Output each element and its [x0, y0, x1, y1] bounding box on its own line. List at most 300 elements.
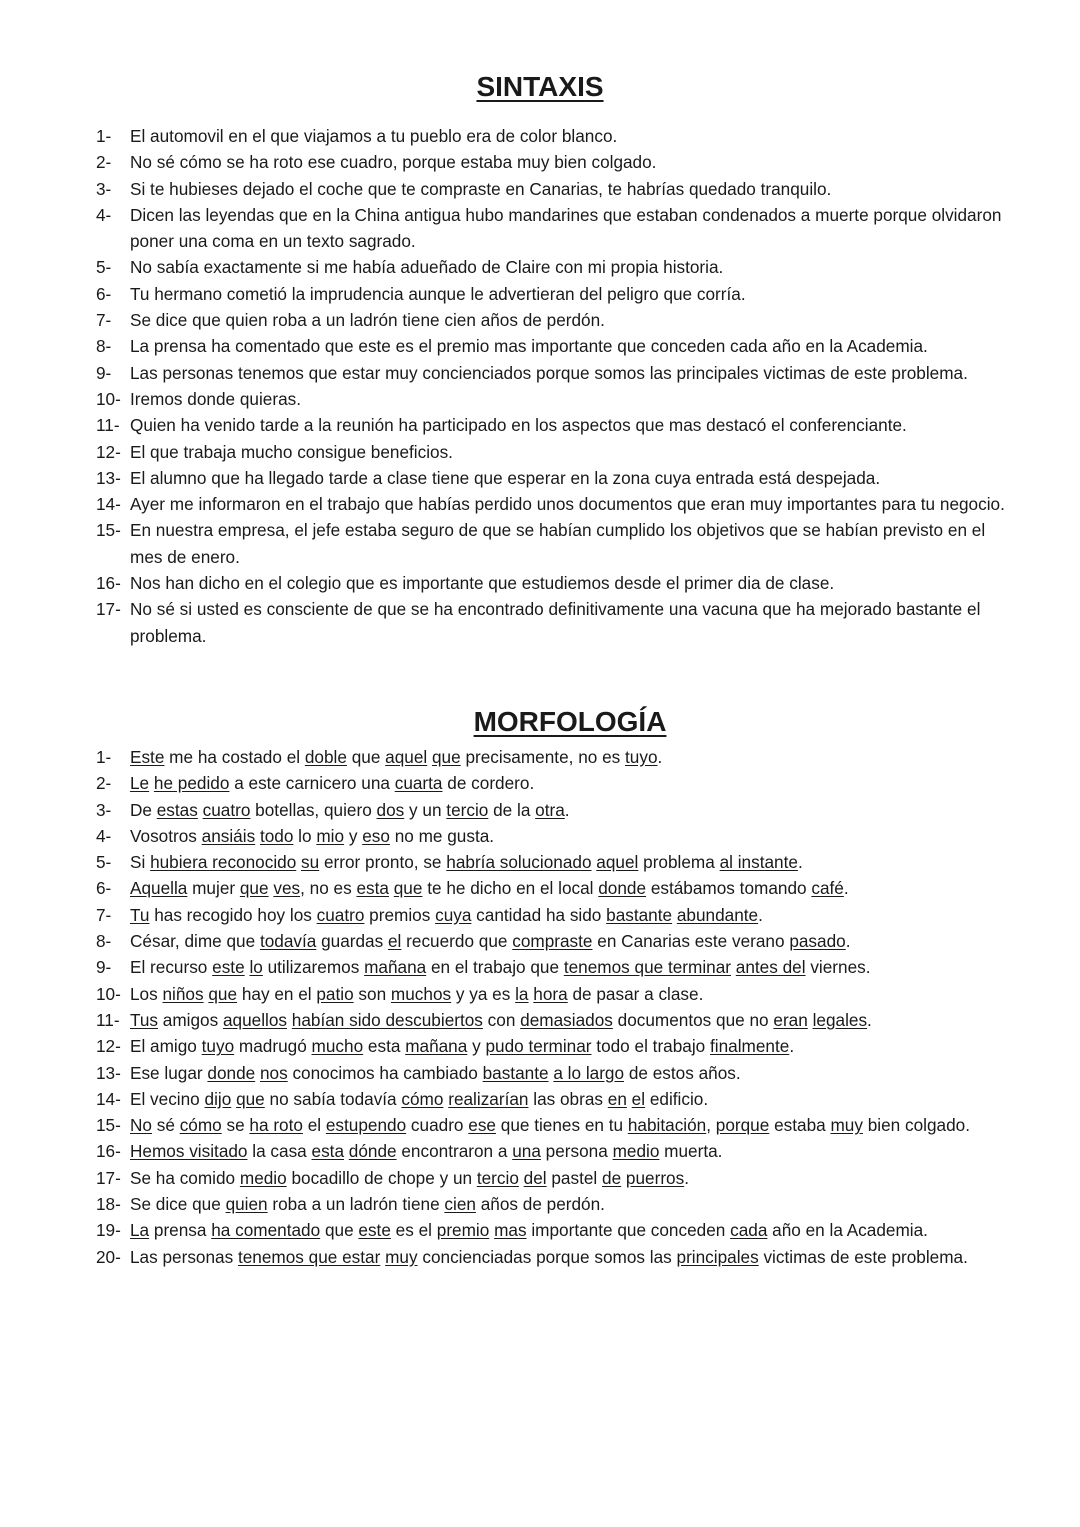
- underlined-word: pasado: [789, 931, 846, 952]
- item-text: [130, 281, 1020, 307]
- list-item: [96, 596, 1020, 649]
- underlined-word: todo: [259, 825, 294, 846]
- text-segment: , no es: [300, 878, 357, 899]
- underlined-word: otra: [535, 799, 565, 820]
- item-number: 6-: [96, 283, 112, 304]
- text-segment: ,: [706, 1115, 716, 1136]
- text-segment: que: [320, 1220, 359, 1241]
- text-segment: De: [130, 799, 157, 820]
- list-item: [96, 1165, 1020, 1191]
- list-item: [96, 176, 1020, 202]
- text-segment: El automovil en el que viajamos a tu pueblo era de color blanco.: [130, 126, 618, 146]
- list-item: [96, 465, 1020, 491]
- item-text: [130, 149, 1020, 175]
- underlined-word: antes del: [735, 957, 806, 978]
- text-segment: Las personas tenemos que estar muy concienciados porque somos las principales victimas de este problema.: [130, 362, 968, 383]
- item-text: [130, 1060, 1020, 1086]
- text-segment: .: [789, 1036, 795, 1057]
- underlined-word: que: [393, 878, 423, 899]
- text-segment: la casa: [247, 1141, 312, 1162]
- underlined-word: esta: [356, 878, 389, 899]
- item-number: 6-: [96, 878, 112, 899]
- item-number: 4-: [96, 825, 112, 846]
- underlined-word: cien: [444, 1194, 476, 1215]
- underlined-word: mio: [316, 825, 345, 846]
- underlined-word: lo: [249, 957, 263, 978]
- text-segment: madrugó: [234, 1036, 312, 1057]
- text-segment: estábamos tomando: [646, 878, 812, 899]
- underlined-word: aquellos: [222, 1009, 288, 1030]
- underlined-word: al instante: [719, 852, 798, 873]
- text-segment: has recogido hoy los: [149, 904, 317, 925]
- underlined-word: todavía: [259, 931, 317, 952]
- text-segment: Se ha comido: [130, 1167, 240, 1188]
- underlined-word: estupendo: [325, 1115, 407, 1136]
- underlined-word: tenemos que estar: [237, 1246, 381, 1267]
- text-segment: utilizaremos: [262, 957, 365, 978]
- text-segment: te he dicho en el local: [422, 878, 599, 899]
- list-item: [96, 981, 1020, 1007]
- underlined-word: cuatro: [202, 799, 251, 820]
- underlined-word: mucho: [311, 1036, 364, 1057]
- section-title-morfologia: MORFOLOGÍA: [473, 706, 667, 737]
- item-number: 13-: [96, 467, 121, 488]
- underlined-word: ha roto: [249, 1115, 303, 1136]
- item-number: 16-: [96, 1141, 121, 1162]
- text-segment: se: [221, 1115, 250, 1136]
- list-item: [96, 744, 1020, 770]
- item-number: 1-: [96, 747, 112, 767]
- item-number: 3-: [96, 799, 112, 820]
- text-segment: a este carnicero una: [229, 773, 395, 794]
- item-text: [130, 849, 1020, 875]
- item-number: 7-: [96, 310, 112, 331]
- text-segment: Iremos donde quieras.: [130, 388, 302, 409]
- underlined-word: esta: [311, 1141, 345, 1162]
- item-number: 5-: [96, 852, 112, 873]
- underlined-word: Tu: [130, 904, 150, 925]
- text-segment: con: [482, 1009, 521, 1030]
- text-segment: El que trabaja mucho consigue beneficios.: [130, 441, 453, 462]
- text-segment: Se dice que quien roba a un ladrón tiene cien años de perdón.: [130, 310, 605, 331]
- underlined-word: hubiera reconocido: [150, 852, 297, 873]
- underlined-word: porque: [715, 1115, 770, 1136]
- item-number: 15-: [96, 520, 121, 541]
- underlined-word: cómo: [401, 1088, 444, 1109]
- item-text: [130, 491, 1020, 517]
- list-item: [96, 1112, 1020, 1138]
- underlined-word: este: [212, 957, 245, 978]
- underlined-word: puerros: [625, 1167, 685, 1188]
- underlined-word: La: [130, 1220, 150, 1241]
- text-segment: .: [564, 799, 570, 820]
- list-item: [96, 254, 1020, 280]
- text-segment: en Canarias este verano: [592, 931, 790, 952]
- list-item: [96, 1217, 1020, 1243]
- text-segment: en el trabajo que: [426, 957, 564, 978]
- underlined-word: la: [515, 983, 529, 1004]
- list-item: [96, 1060, 1020, 1086]
- underlined-word: mañana: [364, 957, 427, 978]
- item-number: 4-: [96, 204, 112, 225]
- underlined-word: Hemos visitado: [130, 1141, 248, 1162]
- text-segment: No sé si usted es consciente de que se ha encontrado definitivamente una vacuna que ha mejorado bastante el problema.: [130, 599, 981, 646]
- text-segment: El amigo: [130, 1036, 202, 1057]
- list-item: [96, 1191, 1020, 1217]
- underlined-word: que: [239, 878, 269, 899]
- list-item: [96, 570, 1020, 596]
- text-segment: y: [467, 1036, 486, 1057]
- underlined-word: que: [208, 983, 238, 1004]
- underlined-word: eran: [773, 1009, 808, 1030]
- text-segment: que: [346, 747, 386, 767]
- item-text: [130, 1244, 1020, 1270]
- item-number: 12-: [96, 441, 121, 462]
- list-item: [96, 307, 1020, 333]
- underlined-word: premio: [436, 1220, 490, 1241]
- underlined-word: tuyo: [625, 747, 658, 767]
- item-number: 11-: [96, 415, 120, 436]
- item-text: [130, 202, 1020, 255]
- text-segment: .: [758, 904, 763, 925]
- item-text: [130, 176, 1020, 202]
- text-segment: es el: [390, 1220, 437, 1241]
- text-segment: Nos han dicho en el colegio que es importante que estudiemos desde el primer dia de clase.: [130, 573, 835, 594]
- item-text: [130, 412, 1020, 438]
- underlined-word: eso: [362, 825, 390, 846]
- underlined-word: este: [358, 1220, 391, 1241]
- underlined-word: que: [236, 1088, 265, 1109]
- text-segment: son: [353, 983, 391, 1004]
- underlined-word: legales: [812, 1009, 868, 1030]
- text-segment: y un: [404, 799, 447, 820]
- item-number: 14-: [96, 494, 121, 515]
- text-segment: El alumno que ha llegado tarde a clase tiene que esperar en la zona cuya entrada está despejada.: [130, 467, 881, 488]
- text-segment: de cordero.: [442, 773, 535, 794]
- item-text: [130, 744, 1020, 770]
- item-text: [130, 1033, 1020, 1059]
- list-item: [96, 849, 1020, 875]
- text-segment: El recurso: [130, 957, 213, 978]
- list-item: [96, 928, 1020, 954]
- underlined-word: donde: [598, 878, 647, 899]
- text-segment: las obras: [528, 1088, 608, 1109]
- item-text: [130, 1086, 1020, 1112]
- item-number: 5-: [96, 257, 112, 278]
- underlined-word: cuarta: [394, 773, 443, 794]
- text-segment: No sabía exactamente si me había adueñado de Claire con mi propia historia.: [130, 257, 724, 278]
- item-number: 13-: [96, 1062, 121, 1083]
- text-segment: años de perdón.: [475, 1194, 605, 1215]
- item-number: 20-: [96, 1246, 121, 1267]
- list-item: [96, 1138, 1020, 1164]
- item-text: [130, 823, 1020, 849]
- text-segment: de pasar a clase.: [567, 983, 704, 1004]
- item-text: [130, 1217, 1020, 1243]
- text-segment: Tu hermano cometió la imprudencia aunque le advertieran del peligro que corría.: [130, 283, 746, 304]
- underlined-word: nos: [259, 1062, 288, 1083]
- text-segment: premios: [364, 904, 436, 925]
- text-segment: Ayer me informaron en el trabajo que habías perdido unos documentos que eran muy importantes para tu negocio.: [130, 494, 1005, 515]
- underlined-word: pudo terminar: [485, 1036, 592, 1057]
- text-segment: cuadro: [406, 1115, 469, 1136]
- underlined-word: tercio: [446, 799, 489, 820]
- list-item: [96, 439, 1020, 465]
- underlined-word: ese: [468, 1115, 496, 1136]
- text-segment: Vosotros: [130, 825, 202, 846]
- underlined-word: café: [811, 878, 844, 899]
- underlined-word: Le: [130, 773, 150, 794]
- item-number: 17-: [96, 1167, 121, 1188]
- item-text: [130, 1165, 1020, 1191]
- text-segment: precisamente, no es: [460, 747, 626, 767]
- text-segment: guardas: [316, 931, 388, 952]
- text-segment: Las personas: [130, 1246, 238, 1267]
- underlined-word: donde: [207, 1062, 256, 1083]
- text-segment: roba a un ladrón tiene: [267, 1194, 445, 1215]
- text-segment: bocadillo de chope y un: [286, 1167, 477, 1188]
- item-number: 17-: [96, 599, 121, 620]
- text-segment: Si te hubieses dejado el coche que te compraste en Canarias, te habrías quedado tranquilo.: [130, 178, 832, 199]
- text-segment: año en la Academia.: [767, 1220, 928, 1241]
- underlined-word: habitación: [627, 1115, 707, 1136]
- underlined-word: tuyo: [201, 1036, 235, 1057]
- list-item: [96, 281, 1020, 307]
- underlined-word: demasiados: [520, 1009, 613, 1030]
- text-segment: persona: [540, 1141, 613, 1162]
- item-text: [130, 770, 1020, 796]
- text-segment: concienciadas porque somos las: [417, 1246, 677, 1267]
- list-item: [96, 386, 1020, 412]
- underlined-word: muchos: [390, 983, 452, 1004]
- underlined-word: Este: [130, 747, 165, 767]
- item-number: 3-: [96, 178, 112, 199]
- item-text: [130, 254, 1020, 280]
- underlined-word: de: [602, 1167, 622, 1188]
- item-number: 2-: [96, 773, 112, 794]
- text-segment: edificio.: [645, 1088, 709, 1109]
- text-segment: de la: [488, 799, 536, 820]
- list-item: [96, 1244, 1020, 1270]
- item-text: [130, 981, 1020, 1007]
- list-item: [96, 1033, 1020, 1059]
- item-number: 2-: [96, 152, 112, 173]
- underlined-word: su: [301, 852, 320, 873]
- text-segment: .: [797, 852, 803, 873]
- text-segment: recuerdo que: [401, 931, 513, 952]
- item-text: [130, 1191, 1020, 1217]
- item-number: 8-: [96, 336, 112, 357]
- underlined-word: el: [631, 1088, 646, 1109]
- underlined-word: patio: [316, 983, 354, 1004]
- item-number: 16-: [96, 573, 121, 594]
- text-segment: La prensa ha comentado que este es el premio mas importante que conceden cada año en la Academia.: [130, 336, 928, 357]
- item-text: [130, 123, 1020, 149]
- text-segment: prensa: [149, 1220, 212, 1241]
- underlined-word: No: [130, 1115, 152, 1136]
- list-item: [96, 823, 1020, 849]
- text-segment: Dicen las leyendas que en la China antigua hubo mandarines que estaban condenados a muerte porque olvidaron poner una coma en un texto sagrado.: [130, 204, 1002, 252]
- underlined-word: hora: [533, 983, 568, 1004]
- text-segment: muerta.: [659, 1141, 723, 1162]
- underlined-word: en: [607, 1088, 627, 1109]
- list-item: [96, 202, 1020, 255]
- item-text: [130, 596, 1020, 649]
- text-segment: que tienes en tu: [495, 1115, 628, 1136]
- text-segment: .: [684, 1167, 689, 1188]
- underlined-word: mañana: [405, 1036, 468, 1057]
- underlined-word: tenemos que terminar: [563, 957, 731, 978]
- text-segment: botellas, quiero: [250, 799, 377, 820]
- underlined-word: cuatro: [316, 904, 365, 925]
- text-segment: .: [657, 747, 663, 767]
- underlined-word: niños: [162, 983, 204, 1004]
- underlined-word: muy: [830, 1115, 863, 1136]
- underlined-word: principales: [676, 1246, 759, 1267]
- list-item: [96, 491, 1020, 517]
- text-segment: sé: [151, 1115, 180, 1136]
- underlined-word: quien: [225, 1194, 268, 1215]
- list-item: [96, 1007, 1020, 1033]
- underlined-word: ansiáis: [201, 825, 256, 846]
- text-segment: pastel: [546, 1167, 603, 1188]
- text-segment: Ese lugar: [130, 1062, 208, 1083]
- text-segment: todo el trabajo: [591, 1036, 710, 1057]
- text-segment: y: [344, 825, 363, 846]
- underlined-word: medio: [612, 1141, 660, 1162]
- underlined-word: del: [523, 1167, 547, 1188]
- underlined-word: medio: [239, 1167, 287, 1188]
- morfologia-list: [96, 744, 1020, 1270]
- text-segment: el: [302, 1115, 326, 1136]
- item-text: [130, 439, 1020, 465]
- text-segment: cantidad ha sido: [471, 904, 607, 925]
- text-segment: importante que conceden: [526, 1220, 731, 1241]
- item-text: [130, 902, 1020, 928]
- text-segment: conocimos ha cambiado: [287, 1062, 483, 1083]
- underlined-word: cada: [730, 1220, 768, 1241]
- item-number: 15-: [96, 1115, 121, 1136]
- underlined-word: habían sido descubiertos: [291, 1009, 483, 1030]
- list-item: [96, 123, 1020, 149]
- underlined-word: aquel: [385, 747, 428, 767]
- item-number: 10-: [96, 388, 121, 409]
- item-text: [130, 928, 1020, 954]
- underlined-word: dónde: [348, 1141, 397, 1162]
- underlined-word: ves: [273, 878, 301, 899]
- text-segment: hay en el: [237, 983, 317, 1004]
- text-segment: En nuestra empresa, el jefe estaba seguro de que se habían cumplido los objetivos que se habían previsto en el mes de enero.: [130, 520, 986, 567]
- text-segment: El vecino: [130, 1088, 205, 1109]
- item-text: [130, 1112, 1020, 1138]
- underlined-word: dijo: [204, 1088, 232, 1109]
- list-item: [96, 517, 1020, 570]
- text-segment: viernes.: [805, 957, 871, 978]
- list-item: [96, 954, 1020, 980]
- text-segment: me ha costado el: [164, 747, 305, 767]
- text-segment: error pronto, se: [319, 852, 447, 873]
- text-segment: y ya es: [451, 983, 516, 1004]
- text-segment: Quien ha venido tarde a la reunión ha participado en los aspectos que mas destacó el conferenciante.: [130, 415, 907, 436]
- underlined-word: el: [388, 931, 402, 952]
- text-segment: mujer: [187, 878, 240, 899]
- item-text: [130, 797, 1020, 823]
- text-segment: Se dice que: [130, 1194, 226, 1215]
- text-segment: problema: [638, 852, 720, 873]
- text-segment: .: [867, 1009, 872, 1030]
- underlined-word: tercio: [476, 1167, 519, 1188]
- underlined-word: dos: [376, 799, 405, 820]
- text-segment: no me gusta.: [389, 825, 495, 846]
- underlined-word: que: [432, 747, 461, 767]
- list-item: [96, 875, 1020, 901]
- text-segment: Los: [130, 983, 163, 1004]
- list-item: [96, 797, 1020, 823]
- underlined-word: he pedido: [153, 773, 230, 794]
- text-segment: encontraron a: [396, 1141, 513, 1162]
- text-segment: estaba: [769, 1115, 831, 1136]
- underlined-word: finalmente: [710, 1036, 790, 1057]
- text-segment: Si: [130, 852, 151, 873]
- item-text: [130, 360, 1020, 386]
- underlined-word: doble: [304, 747, 347, 767]
- text-segment: lo: [293, 825, 317, 846]
- underlined-word: ha comentado: [211, 1220, 321, 1241]
- item-number: 7-: [96, 904, 112, 925]
- list-item: [96, 149, 1020, 175]
- item-number: 8-: [96, 931, 112, 952]
- item-text: [130, 517, 1020, 570]
- list-item: [96, 902, 1020, 928]
- section-title-sintaxis: SINTAXIS: [476, 71, 604, 102]
- underlined-word: cuya: [435, 904, 472, 925]
- item-number: 9-: [96, 362, 112, 383]
- list-item: [96, 333, 1020, 359]
- text-segment: no sabía todavía: [264, 1088, 402, 1109]
- item-number: 12-: [96, 1036, 121, 1057]
- item-number: 14-: [96, 1088, 121, 1109]
- underlined-word: Tus: [130, 1009, 159, 1030]
- list-item: [96, 412, 1020, 438]
- list-item: [96, 360, 1020, 386]
- item-number: 19-: [96, 1220, 121, 1241]
- item-text: [130, 1007, 1020, 1033]
- item-text: [130, 307, 1020, 333]
- text-segment: documentos que no: [612, 1009, 774, 1030]
- text-segment: victimas de este problema.: [758, 1246, 968, 1267]
- list-item: [96, 1086, 1020, 1112]
- underlined-word: estas: [156, 799, 198, 820]
- item-text: [130, 1138, 1020, 1164]
- item-number: 11-: [96, 1009, 120, 1030]
- item-number: 10-: [96, 983, 121, 1004]
- item-number: 18-: [96, 1194, 121, 1215]
- underlined-word: muy: [385, 1246, 418, 1267]
- underlined-word: aquel: [596, 852, 639, 873]
- underlined-word: una: [512, 1141, 541, 1162]
- text-segment: amigos: [158, 1009, 223, 1030]
- underlined-word: compraste: [512, 931, 593, 952]
- item-number: 9-: [96, 957, 112, 978]
- underlined-word: cómo: [179, 1115, 222, 1136]
- underlined-word: habría solucionado: [446, 852, 592, 873]
- text-segment: .: [845, 931, 851, 952]
- underlined-word: bastante: [482, 1062, 549, 1083]
- text-segment: César, dime que: [130, 931, 260, 952]
- underlined-word: abundante: [676, 904, 759, 925]
- text-segment: bien colgado.: [862, 1115, 970, 1136]
- text-segment: .: [843, 878, 849, 899]
